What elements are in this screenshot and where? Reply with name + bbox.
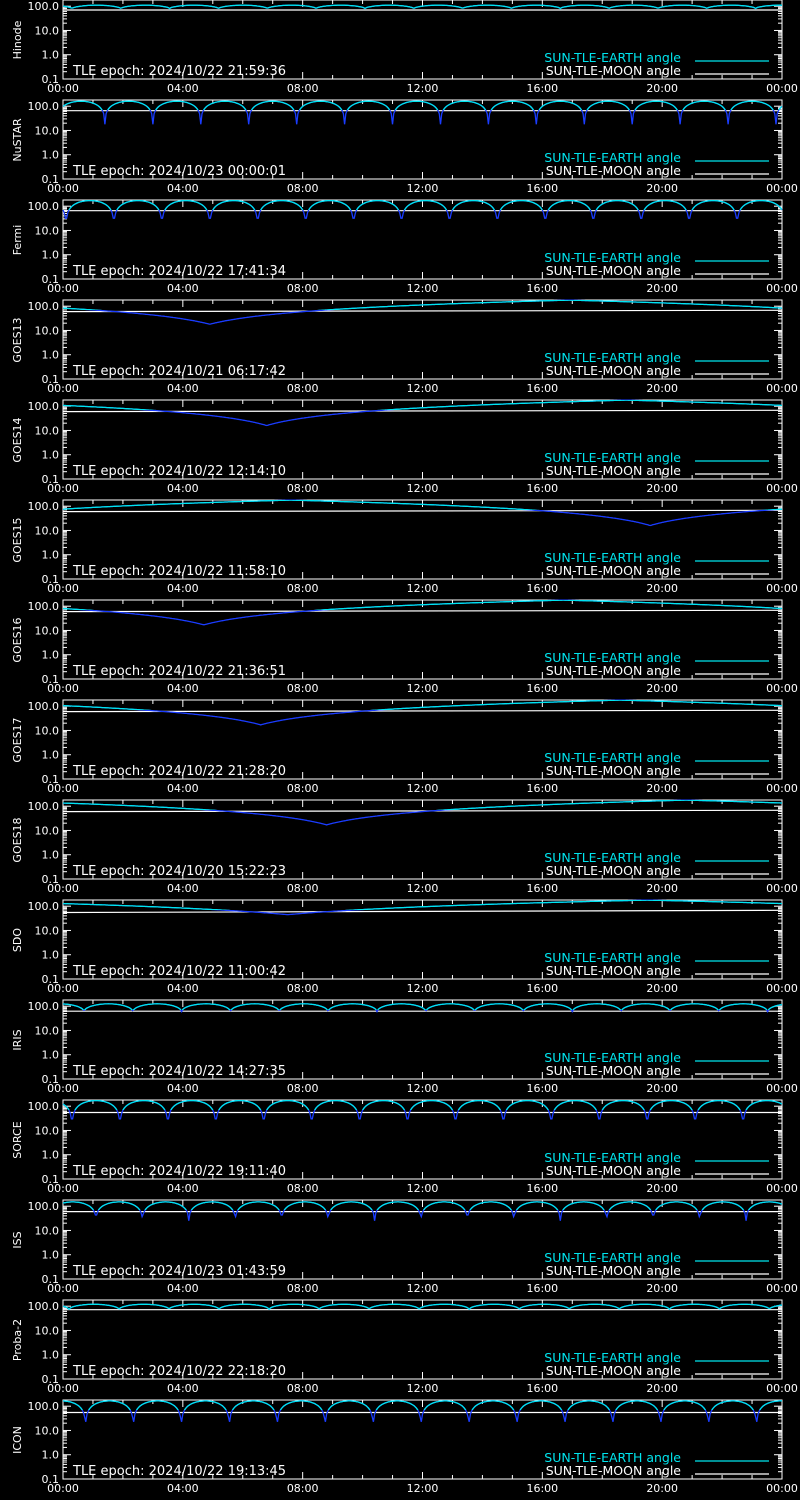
legend-moon-label: SUN-TLE-MOON angle — [545, 563, 681, 578]
legend-earth-label: SUN-TLE-EARTH angle — [544, 750, 681, 765]
x-tick-label: 00:00 — [47, 482, 79, 495]
y-tick-label: 1.0 — [41, 1248, 59, 1262]
legend-earth-label: SUN-TLE-EARTH angle — [544, 650, 681, 665]
x-tick-label: 16:00 — [526, 482, 559, 495]
x-tick-label: 04:00 — [166, 782, 199, 795]
tle-epoch-label: TLE epoch: 2024/10/22 17:41:34 — [73, 264, 287, 279]
y-tick-label: 100.0 — [27, 1400, 59, 1414]
panel-goes16 — [11, 600, 798, 695]
x-tick-label: 04:00 — [166, 882, 199, 895]
x-tick-label: 00:00 — [47, 682, 79, 695]
y-axis-label: Proba-2 — [11, 1318, 24, 1362]
tle-epoch-label: TLE epoch: 2024/10/22 19:13:45 — [73, 1464, 287, 1479]
panel-hinode — [11, 0, 798, 95]
x-tick-label: 00:00 — [47, 282, 79, 295]
x-tick-label: 04:00 — [166, 582, 199, 595]
y-tick-label: 10.0 — [34, 224, 59, 238]
y-tick-label: 10.0 — [34, 24, 59, 38]
y-axis-label: GOES14 — [11, 417, 24, 463]
x-tick-label: 08:00 — [286, 82, 319, 95]
y-tick-label: 1.0 — [41, 148, 59, 162]
x-tick-label: 00:00 — [766, 482, 798, 495]
x-tick-label: 08:00 — [286, 1182, 319, 1195]
series-sun-tle-moon — [63, 910, 782, 912]
x-tick-label: 00:00 — [47, 982, 79, 995]
x-tick-label: 00:00 — [766, 882, 798, 895]
y-axis-label: GOES16 — [11, 617, 24, 663]
x-tick-label: 08:00 — [286, 1382, 319, 1395]
x-tick-label: 12:00 — [406, 682, 439, 695]
x-tick-label: 12:00 — [406, 1082, 439, 1095]
tle-epoch-label: TLE epoch: 2024/10/23 00:00:01 — [73, 164, 287, 179]
legend-moon-label: SUN-TLE-MOON angle — [545, 863, 681, 878]
x-tick-label: 20:00 — [646, 1182, 679, 1195]
y-tick-label: 0.1 — [41, 1173, 59, 1186]
y-tick-label: 0.1 — [41, 1073, 59, 1086]
series-sun-tle-moon — [63, 610, 782, 611]
x-tick-label: 16:00 — [526, 82, 559, 95]
y-tick-label: 10.0 — [34, 1324, 59, 1338]
x-tick-label: 20:00 — [646, 1482, 679, 1495]
x-tick-label: 00:00 — [766, 382, 798, 395]
x-tick-label: 08:00 — [286, 682, 319, 695]
y-tick-label: 1.0 — [41, 248, 59, 262]
x-tick-label: 04:00 — [166, 1082, 199, 1095]
legend-moon-label: SUN-TLE-MOON angle — [545, 263, 681, 278]
series-sun-tle-moon — [63, 310, 782, 311]
y-axis-label: NuSTAR — [11, 118, 24, 162]
x-tick-label: 08:00 — [286, 782, 319, 795]
y-tick-label: 100.0 — [27, 600, 59, 614]
tle-epoch-label: TLE epoch: 2024/10/23 01:43:59 — [73, 1264, 287, 1279]
y-tick-label: 1.0 — [41, 348, 59, 362]
x-tick-label: 04:00 — [166, 82, 199, 95]
y-axis-label: Hinode — [11, 20, 24, 60]
panel-goes15 — [11, 500, 798, 595]
y-tick-label: 10.0 — [34, 524, 59, 538]
x-tick-label: 04:00 — [166, 1182, 199, 1195]
x-tick-label: 12:00 — [406, 82, 439, 95]
y-tick-label: 0.1 — [41, 73, 59, 86]
x-tick-label: 12:00 — [406, 1482, 439, 1495]
x-tick-label: 04:00 — [166, 282, 199, 295]
legend-earth-label: SUN-TLE-EARTH angle — [544, 150, 681, 165]
x-tick-label: 04:00 — [166, 382, 199, 395]
legend-moon-label: SUN-TLE-MOON angle — [545, 63, 681, 78]
y-tick-label: 10.0 — [34, 1424, 59, 1438]
x-tick-label: 00:00 — [766, 1182, 798, 1195]
tle-epoch-label: TLE epoch: 2024/10/22 22:18:20 — [73, 1364, 287, 1379]
legend-moon-label: SUN-TLE-MOON angle — [545, 1163, 681, 1178]
y-axis-label: GOES18 — [11, 817, 24, 863]
x-tick-label: 16:00 — [526, 782, 559, 795]
y-tick-label: 0.1 — [41, 773, 59, 786]
panel-goes14 — [11, 400, 798, 495]
y-tick-label: 0.1 — [41, 573, 59, 586]
y-tick-label: 100.0 — [27, 900, 59, 914]
x-tick-label: 16:00 — [526, 1082, 559, 1095]
y-tick-label: 100.0 — [27, 200, 59, 214]
y-tick-label: 100.0 — [27, 1100, 59, 1114]
panel-proba-2 — [11, 1300, 798, 1395]
y-tick-label: 1.0 — [41, 648, 59, 662]
x-tick-label: 12:00 — [406, 182, 439, 195]
y-tick-label: 10.0 — [34, 1124, 59, 1138]
series-sun-tle-moon — [63, 710, 782, 711]
y-tick-label: 0.1 — [41, 873, 59, 886]
x-tick-label: 00:00 — [47, 1182, 79, 1195]
y-tick-label: 100.0 — [27, 500, 59, 514]
x-tick-label: 20:00 — [646, 1082, 679, 1095]
x-tick-label: 16:00 — [526, 1382, 559, 1395]
y-tick-label: 10.0 — [34, 124, 59, 138]
tle-epoch-label: TLE epoch: 2024/10/22 11:00:42 — [73, 964, 287, 979]
legend-moon-label: SUN-TLE-MOON angle — [545, 1463, 681, 1478]
panel-goes18 — [11, 800, 798, 895]
x-tick-label: 08:00 — [286, 282, 319, 295]
legend-earth-label: SUN-TLE-EARTH angle — [544, 1350, 681, 1365]
x-tick-label: 00:00 — [47, 782, 79, 795]
y-tick-label: 0.1 — [41, 373, 59, 386]
x-tick-label: 00:00 — [47, 1282, 79, 1295]
x-tick-label: 00:00 — [47, 382, 79, 395]
x-tick-label: 00:00 — [47, 582, 79, 595]
legend-moon-label: SUN-TLE-MOON angle — [545, 463, 681, 478]
x-tick-label: 00:00 — [766, 1282, 798, 1295]
y-tick-label: 100.0 — [27, 0, 59, 14]
y-axis-label: IRIS — [11, 1029, 24, 1051]
x-tick-label: 00:00 — [766, 782, 798, 795]
legend-earth-label: SUN-TLE-EARTH angle — [544, 1250, 681, 1265]
x-tick-label: 12:00 — [406, 882, 439, 895]
x-tick-label: 08:00 — [286, 982, 319, 995]
x-tick-label: 16:00 — [526, 1182, 559, 1195]
tle-epoch-label: TLE epoch: 2024/10/22 21:28:20 — [73, 764, 287, 779]
x-tick-label: 12:00 — [406, 582, 439, 595]
x-tick-label: 04:00 — [166, 982, 199, 995]
y-tick-label: 0.1 — [41, 1473, 59, 1486]
x-tick-label: 20:00 — [646, 682, 679, 695]
panel-nustar — [11, 100, 798, 195]
y-tick-label: 1.0 — [41, 848, 59, 862]
x-tick-label: 20:00 — [646, 282, 679, 295]
x-tick-label: 12:00 — [406, 382, 439, 395]
x-tick-label: 00:00 — [766, 1482, 798, 1495]
legend-moon-label: SUN-TLE-MOON angle — [545, 963, 681, 978]
tle-epoch-label: TLE epoch: 2024/10/22 19:11:40 — [73, 1164, 287, 1179]
x-tick-label: 16:00 — [526, 182, 559, 195]
x-tick-label: 16:00 — [526, 382, 559, 395]
y-tick-label: 0.1 — [41, 673, 59, 686]
x-tick-label: 20:00 — [646, 982, 679, 995]
y-axis-label: GOES13 — [11, 317, 24, 363]
y-axis-label: Fermi — [11, 224, 24, 256]
panel-iss — [11, 1200, 798, 1295]
series-sun-tle-earth-high — [63, 500, 782, 525]
x-tick-label: 04:00 — [166, 1382, 199, 1395]
x-tick-label: 12:00 — [406, 482, 439, 495]
x-tick-label: 00:00 — [766, 82, 798, 95]
legend-earth-label: SUN-TLE-EARTH angle — [544, 250, 681, 265]
x-tick-label: 08:00 — [286, 182, 319, 195]
y-axis-label: SORCE — [11, 1121, 24, 1159]
y-tick-label: 0.1 — [41, 1273, 59, 1286]
y-tick-label: 1.0 — [41, 748, 59, 762]
x-tick-label: 04:00 — [166, 1282, 199, 1295]
y-axis-label: ICON — [11, 1426, 24, 1454]
y-axis-label: SDO — [11, 927, 24, 953]
x-tick-label: 12:00 — [406, 282, 439, 295]
y-tick-label: 0.1 — [41, 473, 59, 486]
x-tick-label: 16:00 — [526, 282, 559, 295]
y-tick-label: 10.0 — [34, 324, 59, 338]
x-tick-label: 16:00 — [526, 582, 559, 595]
tle-epoch-label: TLE epoch: 2024/10/22 12:14:10 — [73, 464, 287, 479]
legend-earth-label: SUN-TLE-EARTH angle — [544, 450, 681, 465]
panel-icon — [11, 1400, 798, 1495]
y-tick-label: 100.0 — [27, 1200, 59, 1214]
y-tick-label: 0.1 — [41, 273, 59, 286]
y-tick-label: 1.0 — [41, 948, 59, 962]
x-tick-label: 20:00 — [646, 1382, 679, 1395]
x-tick-label: 20:00 — [646, 382, 679, 395]
x-tick-label: 16:00 — [526, 982, 559, 995]
panel-goes13 — [11, 300, 798, 395]
y-tick-label: 10.0 — [34, 824, 59, 838]
tle-epoch-label: TLE epoch: 2024/10/22 11:58:10 — [73, 564, 287, 579]
x-tick-label: 20:00 — [646, 182, 679, 195]
panel-iris — [11, 1000, 798, 1095]
legend-earth-label: SUN-TLE-EARTH angle — [544, 1150, 681, 1165]
y-tick-label: 10.0 — [34, 424, 59, 438]
y-tick-label: 1.0 — [41, 1448, 59, 1462]
x-tick-label: 08:00 — [286, 1282, 319, 1295]
y-tick-label: 100.0 — [27, 300, 59, 314]
legend-earth-label: SUN-TLE-EARTH angle — [544, 850, 681, 865]
legend-moon-label: SUN-TLE-MOON angle — [545, 1263, 681, 1278]
x-tick-label: 00:00 — [766, 682, 798, 695]
tle-epoch-label: TLE epoch: 2024/10/20 15:22:23 — [73, 864, 287, 879]
x-tick-label: 00:00 — [766, 1082, 798, 1095]
legend-moon-label: SUN-TLE-MOON angle — [545, 1063, 681, 1078]
x-tick-label: 08:00 — [286, 582, 319, 595]
x-tick-label: 20:00 — [646, 582, 679, 595]
y-tick-label: 0.1 — [41, 973, 59, 986]
x-tick-label: 12:00 — [406, 1382, 439, 1395]
x-tick-label: 00:00 — [47, 1382, 79, 1395]
y-tick-label: 1.0 — [41, 448, 59, 462]
y-tick-label: 1.0 — [41, 1348, 59, 1362]
y-tick-label: 100.0 — [27, 1300, 59, 1314]
y-tick-label: 0.1 — [41, 173, 59, 186]
y-tick-label: 10.0 — [34, 1224, 59, 1238]
y-axis-label: GOES17 — [11, 717, 24, 763]
x-tick-label: 08:00 — [286, 1082, 319, 1095]
legend-moon-label: SUN-TLE-MOON angle — [545, 363, 681, 378]
legend-earth-label: SUN-TLE-EARTH angle — [544, 350, 681, 365]
legend-earth-label: SUN-TLE-EARTH angle — [544, 1450, 681, 1465]
y-tick-label: 0.1 — [41, 1373, 59, 1386]
x-tick-label: 08:00 — [286, 482, 319, 495]
y-tick-label: 1.0 — [41, 48, 59, 62]
x-tick-label: 00:00 — [47, 1482, 79, 1495]
x-tick-label: 20:00 — [646, 482, 679, 495]
x-tick-label: 00:00 — [47, 182, 79, 195]
legend-earth-label: SUN-TLE-EARTH angle — [544, 1050, 681, 1065]
panel-fermi — [11, 200, 798, 295]
tle-epoch-label: TLE epoch: 2024/10/22 21:59:36 — [73, 64, 287, 79]
y-tick-label: 100.0 — [27, 1000, 59, 1014]
y-tick-label: 10.0 — [34, 624, 59, 638]
y-tick-label: 1.0 — [41, 1148, 59, 1162]
series-sun-tle-moon — [63, 510, 782, 511]
tle-epoch-label: TLE epoch: 2024/10/22 21:36:51 — [73, 664, 287, 679]
legend-earth-label: SUN-TLE-EARTH angle — [544, 950, 681, 965]
y-tick-label: 100.0 — [27, 700, 59, 714]
x-tick-label: 00:00 — [766, 982, 798, 995]
x-tick-label: 04:00 — [166, 482, 199, 495]
x-tick-label: 00:00 — [766, 582, 798, 595]
x-tick-label: 00:00 — [766, 282, 798, 295]
legend-moon-label: SUN-TLE-MOON angle — [545, 763, 681, 778]
x-tick-label: 00:00 — [766, 1382, 798, 1395]
x-tick-label: 08:00 — [286, 1482, 319, 1495]
x-tick-label: 20:00 — [646, 782, 679, 795]
x-tick-label: 20:00 — [646, 882, 679, 895]
x-tick-label: 12:00 — [406, 1182, 439, 1195]
panel-goes17 — [11, 700, 798, 795]
legend-earth-label: SUN-TLE-EARTH angle — [544, 50, 681, 65]
x-tick-label: 16:00 — [526, 1482, 559, 1495]
y-tick-label: 10.0 — [34, 724, 59, 738]
y-tick-label: 10.0 — [34, 924, 59, 938]
y-tick-label: 100.0 — [27, 100, 59, 114]
legend-earth-label: SUN-TLE-EARTH angle — [544, 550, 681, 565]
panel-sorce — [11, 1100, 798, 1195]
y-tick-label: 100.0 — [27, 800, 59, 814]
x-tick-label: 12:00 — [406, 782, 439, 795]
x-tick-label: 00:00 — [47, 82, 79, 95]
y-tick-label: 10.0 — [34, 1024, 59, 1038]
x-tick-label: 04:00 — [166, 682, 199, 695]
x-tick-label: 12:00 — [406, 982, 439, 995]
x-tick-label: 20:00 — [646, 82, 679, 95]
x-tick-label: 12:00 — [406, 1282, 439, 1295]
x-tick-label: 08:00 — [286, 882, 319, 895]
panel-sdo — [11, 900, 798, 995]
x-tick-label: 08:00 — [286, 382, 319, 395]
legend-moon-label: SUN-TLE-MOON angle — [545, 1363, 681, 1378]
y-axis-label: ISS — [11, 1231, 24, 1249]
y-tick-label: 1.0 — [41, 548, 59, 562]
x-tick-label: 16:00 — [526, 882, 559, 895]
y-tick-label: 1.0 — [41, 1048, 59, 1062]
x-tick-label: 20:00 — [646, 1282, 679, 1295]
x-tick-label: 16:00 — [526, 682, 559, 695]
x-tick-label: 04:00 — [166, 1482, 199, 1495]
x-tick-label: 00:00 — [47, 882, 79, 895]
legend-moon-label: SUN-TLE-MOON angle — [545, 163, 681, 178]
legend-moon-label: SUN-TLE-MOON angle — [545, 663, 681, 678]
x-tick-label: 00:00 — [766, 182, 798, 195]
x-tick-label: 00:00 — [47, 1082, 79, 1095]
y-tick-label: 100.0 — [27, 400, 59, 414]
tle-epoch-label: TLE epoch: 2024/10/21 06:17:42 — [73, 364, 287, 379]
x-tick-label: 04:00 — [166, 182, 199, 195]
y-axis-label: GOES15 — [11, 517, 24, 563]
tle-epoch-label: TLE epoch: 2024/10/22 14:27:35 — [73, 1064, 287, 1079]
x-tick-label: 16:00 — [526, 1282, 559, 1295]
